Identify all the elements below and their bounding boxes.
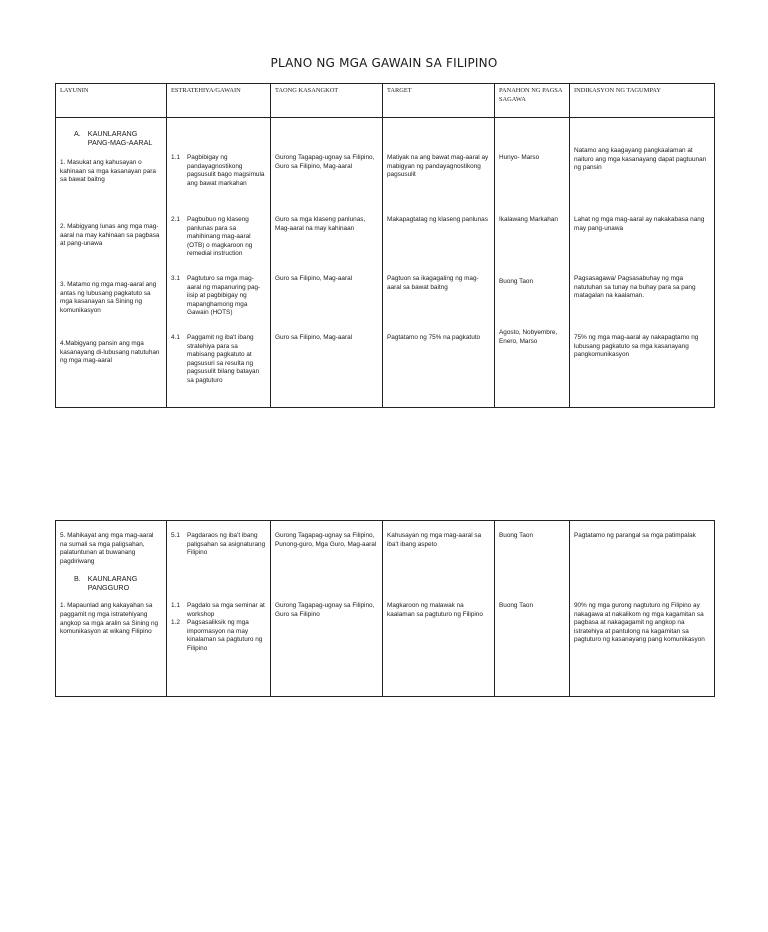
indikasyon-1: Natamo ang kaagayang pangkaalaman at naituro ang mga kasanayang dapat pagtuunan ng pansin [574,147,707,172]
header-indikasyon: INDIKASYON NG TAGUMPAY [570,84,715,118]
indikasyon-5: Pagtatamo ng parangal sa mga patimpalak [574,532,696,539]
header-panahon: PANAHON NG PAGSASAGAWA [495,84,570,118]
strat-6b-text: Pagsasaliksik ng mga impormasyon na may kinalaman sa pagtuturo ng Filipino [187,619,263,652]
indikasyon-4: 75% ng mga mag-aaral ay nakapagtamo ng lubusang pagkatuto sa mga kasanayang pangkomunikasyon [574,334,699,359]
strat-5-num: 5.1 [171,532,180,539]
table-row [56,118,715,408]
section-a-heading [60,129,162,147]
section-a-letter: A. [74,129,81,138]
taong-1: Gurong Tagapag-ugnay sa Filipino, Guro sa Filipino, Mag-aaral [275,154,375,170]
strat-5-text: Pagdaraos ng iba't ibang paligsahan sa asignaturang Filipino [187,532,266,557]
layunin-3: 3. Matamo ng mga mag-aaral ang antas ng lubusang pagkatuto sa mga kasanayan sa Sining ng komunikasyon [60,281,157,314]
table-header-row [56,84,715,118]
cell-panahon [495,118,570,408]
table-row [56,521,715,697]
strat-1-text: Pagbibigay ng pandayagnostikong pagsusulit bago magsimula ang bawat markahan [187,154,265,187]
cell-estratehiya [167,118,271,408]
target-3: Pagtuon sa ikagagaling ng mag-aaral sa bawat baitng [387,275,479,291]
cell-indikasyon [570,118,715,408]
cell-layunin [56,521,167,697]
layunin-1: 1. Masukat ang kahusayan o kahinaan sa mga kasanayan para sa bawat baitng [60,159,156,184]
taong-2: Guro sa mga klaseng panlunas, Mag-aaral na may kahinaan [275,216,366,232]
target-1: Matiyak na ang bawat mag-aaral ay mabigyan ng pandayagnostikong pagsusulit [387,154,489,179]
header-target: TARGET [383,84,495,118]
section-b-title: KAUNLARANG PANGGURO [87,574,138,593]
indikasyon-3: Pagsasagawa/ Pagsasabuhay ng mga natutuhan sa tunay na buhay para sa pang matagalan na kaalaman. [574,275,696,300]
panahon-1: Hunyo- Marso [499,154,540,161]
plan-table-page-1 [55,83,715,408]
document-title: PLANO NG MGA GAWAIN SA FILIPINO [270,56,498,70]
target-6: Magkaroon ng malawak na kaalaman sa pagtuturo ng Filipino [387,602,483,618]
taong-3: Guro sa Filipino, Mag-aaral [275,275,353,282]
strat-4-num: 4.1 [171,334,180,341]
layunin-5: 5. Mahikayat ang mga mag-aaral na sumali sa mga paligsahan, palatuntunan at buwanang pagdiriwang [60,532,154,565]
strat-6a-text: Pagdalo sa mga seminar at workshop [187,602,265,618]
section-b-letter: B. [74,574,81,584]
cell-estratehiya [167,521,271,697]
taong-6: Gurong Tagapag-ugnay sa Filipino, Guro sa Filipino [275,602,375,618]
strat-6a [171,602,266,619]
section-a-title: KAUNLARANG PANG-MAG-AARAL [87,129,153,147]
strat-5 [171,532,266,602]
header-layunin: LAYUNIN [56,84,167,118]
strat-2-text: Pagbubuo ng klaseng panlunas para sa mahihinang mag-aaral (OTB) o magkaroon ng remedial instruction [187,216,253,258]
strat-4-text: Paggamit ng iba't ibang stratehiya para sa mabisang pagkatuto at pagsusuri sa resulta ng pagsusulit bilang batayan sa pagtuturo [187,334,260,384]
indikasyon-2: Lahat ng mga mag-aaral ay nakakabasa nang may pang-unawa [574,216,705,232]
panahon-2: Ikalawang Markahan [499,216,558,223]
cell-panahon [495,521,570,697]
cell-target [383,118,495,408]
strat-6a-num: 1.1 [171,602,180,609]
strat-3-num: 3.1 [171,275,180,282]
strat-6b-num: 1.2 [171,619,180,627]
plan-table-page-2 [55,520,715,697]
strat-4 [171,334,266,386]
layunin-4: 4.Mabigyang pansin ang mga kasanayang di-lubusang natutuhan ng mga mag-aaral [60,340,160,365]
target-4: Pagtatamo ng 75% na pagkatuto [387,334,481,341]
strat-3-text: Pagtuturo sa mga mag-aaral ng mapanuring pag-iisip at pagbibigay ng mapanghamong mga Gawain (HOTS) [187,275,261,317]
header-estratehiya: ESTRATEHIYA/GAWAIN [167,84,271,118]
strat-6b [171,619,266,653]
header-taong-kasangkot: TAONG KASANGKOT [271,84,383,118]
target-5: Kahusayan ng mga mag-aaral sa iba't ibang aspeto [387,532,482,548]
target-2: Makapagtatag ng klaseng panlunas [387,216,488,223]
panahon-3: Buong Taon [499,278,533,285]
panahon-6: Buong Taon [499,602,533,609]
strat-3 [171,275,266,334]
cell-taong-kasangkot [271,521,383,697]
cell-indikasyon [570,521,715,697]
cell-target [383,521,495,697]
strat-2-num: 2.1 [171,216,180,223]
taong-4: Guro sa Filipino, Mag-aaral [275,334,353,341]
panahon-5: Buong Taon [499,532,533,539]
section-b-heading [60,574,162,592]
strat-1 [171,154,266,216]
strat-1-num: 1.1 [171,154,180,161]
cell-layunin [56,118,167,408]
strat-2 [171,216,266,275]
taong-5: Gurong Tagapag-ugnay sa Filipino, Punong-guro, Mga Guro, Mag-aaral [275,532,377,548]
layunin-2: 2. Mabigyang lunas ang mga mag-aaral na may kahinaan sa pagbasa at pang-unawa [60,223,160,248]
layunin-6: 1. Mapaunlad ang kakayahan sa paggamit ng mga istratehiyang angkop sa mga aralin sa Sining ng komunikasyon at wikang Filipino [60,602,159,636]
indikasyon-6: 90% ng mga gurong nagtuturo ng Filipino ay nakagawa at nakalikom ng mga kagamitan sa pagbasa at nakagagamit ng angkop na istratehiya at pantulong na kagamitan sa pagtuturo ng kasanayang pang komunikasyon [574,602,705,644]
cell-taong-kasangkot [271,118,383,408]
panahon-4: Agosto, Nobyembre, Enero, Marso [499,329,558,345]
